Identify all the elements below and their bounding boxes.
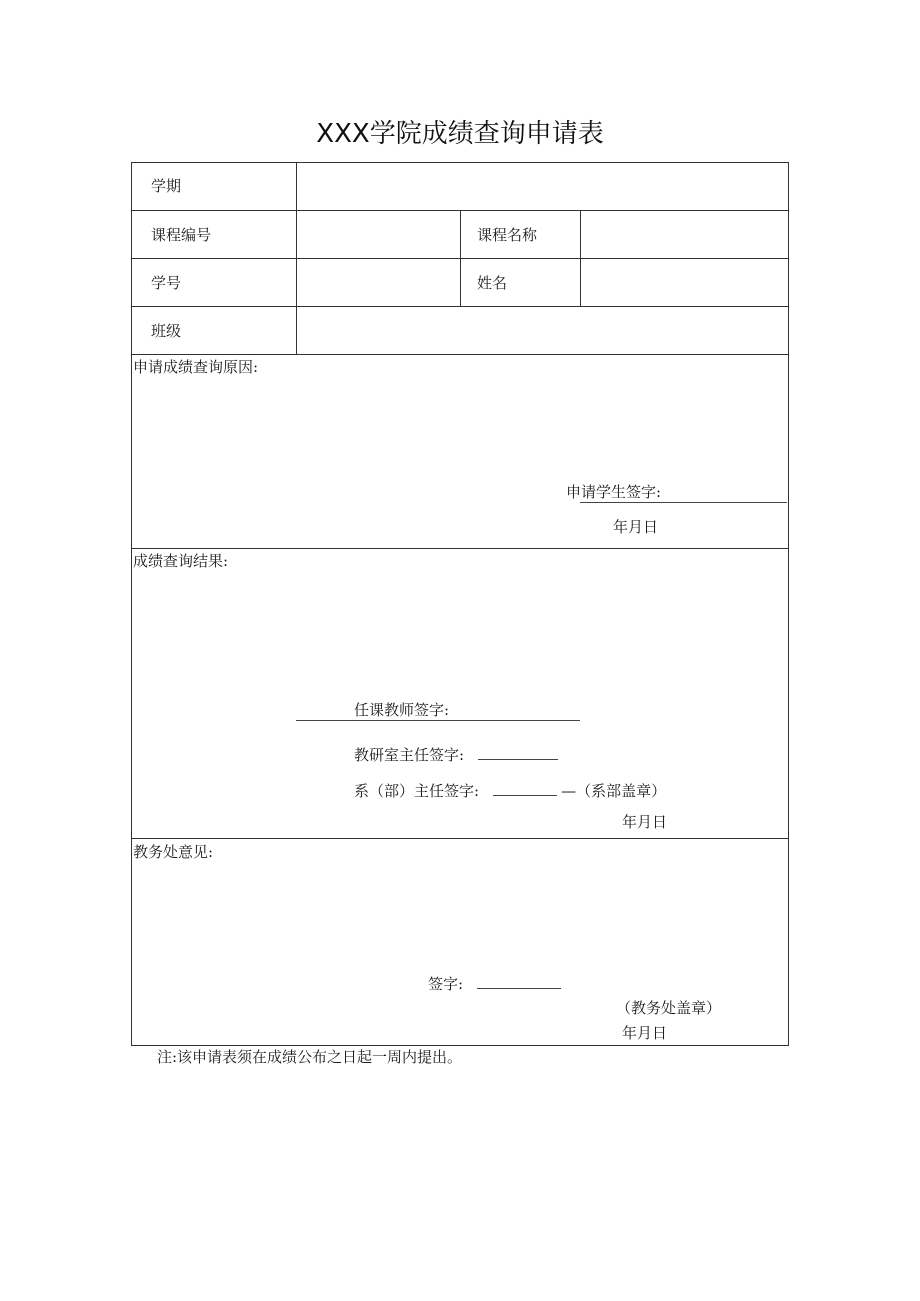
office-director-signature-label: 教研室主任签字: xyxy=(354,745,558,765)
semester-label: 学期 xyxy=(151,177,182,195)
dept-director-signature-blank xyxy=(493,781,557,796)
section-divider xyxy=(131,548,788,549)
class-label: 班级 xyxy=(151,322,182,340)
reason-section-label: 申请成绩查询原因: xyxy=(133,358,259,376)
office-director-signature-blank xyxy=(478,745,558,760)
footnote: 注:该申请表须在成绩公布之日起一周内提出。 xyxy=(157,1048,463,1066)
row-divider xyxy=(131,306,788,307)
teacher-signature-line xyxy=(296,720,580,721)
course-name-label: 课程名称 xyxy=(477,226,538,244)
academic-office-signature-blank xyxy=(477,974,561,989)
academic-office-section-label: 教务处意见: xyxy=(133,843,214,861)
section-divider xyxy=(131,838,788,839)
name-label: 姓名 xyxy=(477,274,508,292)
teacher-signature-label: 任课教师签字: xyxy=(354,701,450,719)
academic-office-seal-label: （教务处盖章） xyxy=(616,999,722,1017)
reason-date-label: 年月日 xyxy=(613,518,659,536)
row-divider xyxy=(131,354,788,355)
result-section-label: 成绩查询结果: xyxy=(133,552,229,570)
column-divider xyxy=(460,210,461,306)
result-date-label: 年月日 xyxy=(622,813,668,831)
column-divider xyxy=(296,162,297,354)
page-title: XXX学院成绩查询申请表 xyxy=(316,119,604,149)
student-id-label: 学号 xyxy=(151,274,182,292)
student-signature-line xyxy=(580,502,787,503)
academic-office-date-label: 年月日 xyxy=(622,1024,668,1042)
dept-director-signature-label: 系（部）主任签字: —（系部盖章） xyxy=(354,782,667,800)
academic-office-signature-label: 签字: xyxy=(428,974,561,994)
column-divider xyxy=(580,210,581,306)
course-code-label: 课程编号 xyxy=(151,226,212,244)
student-signature-label: 申请学生签字: xyxy=(566,483,662,501)
dept-seal-label: —（系部盖章） xyxy=(561,782,667,800)
